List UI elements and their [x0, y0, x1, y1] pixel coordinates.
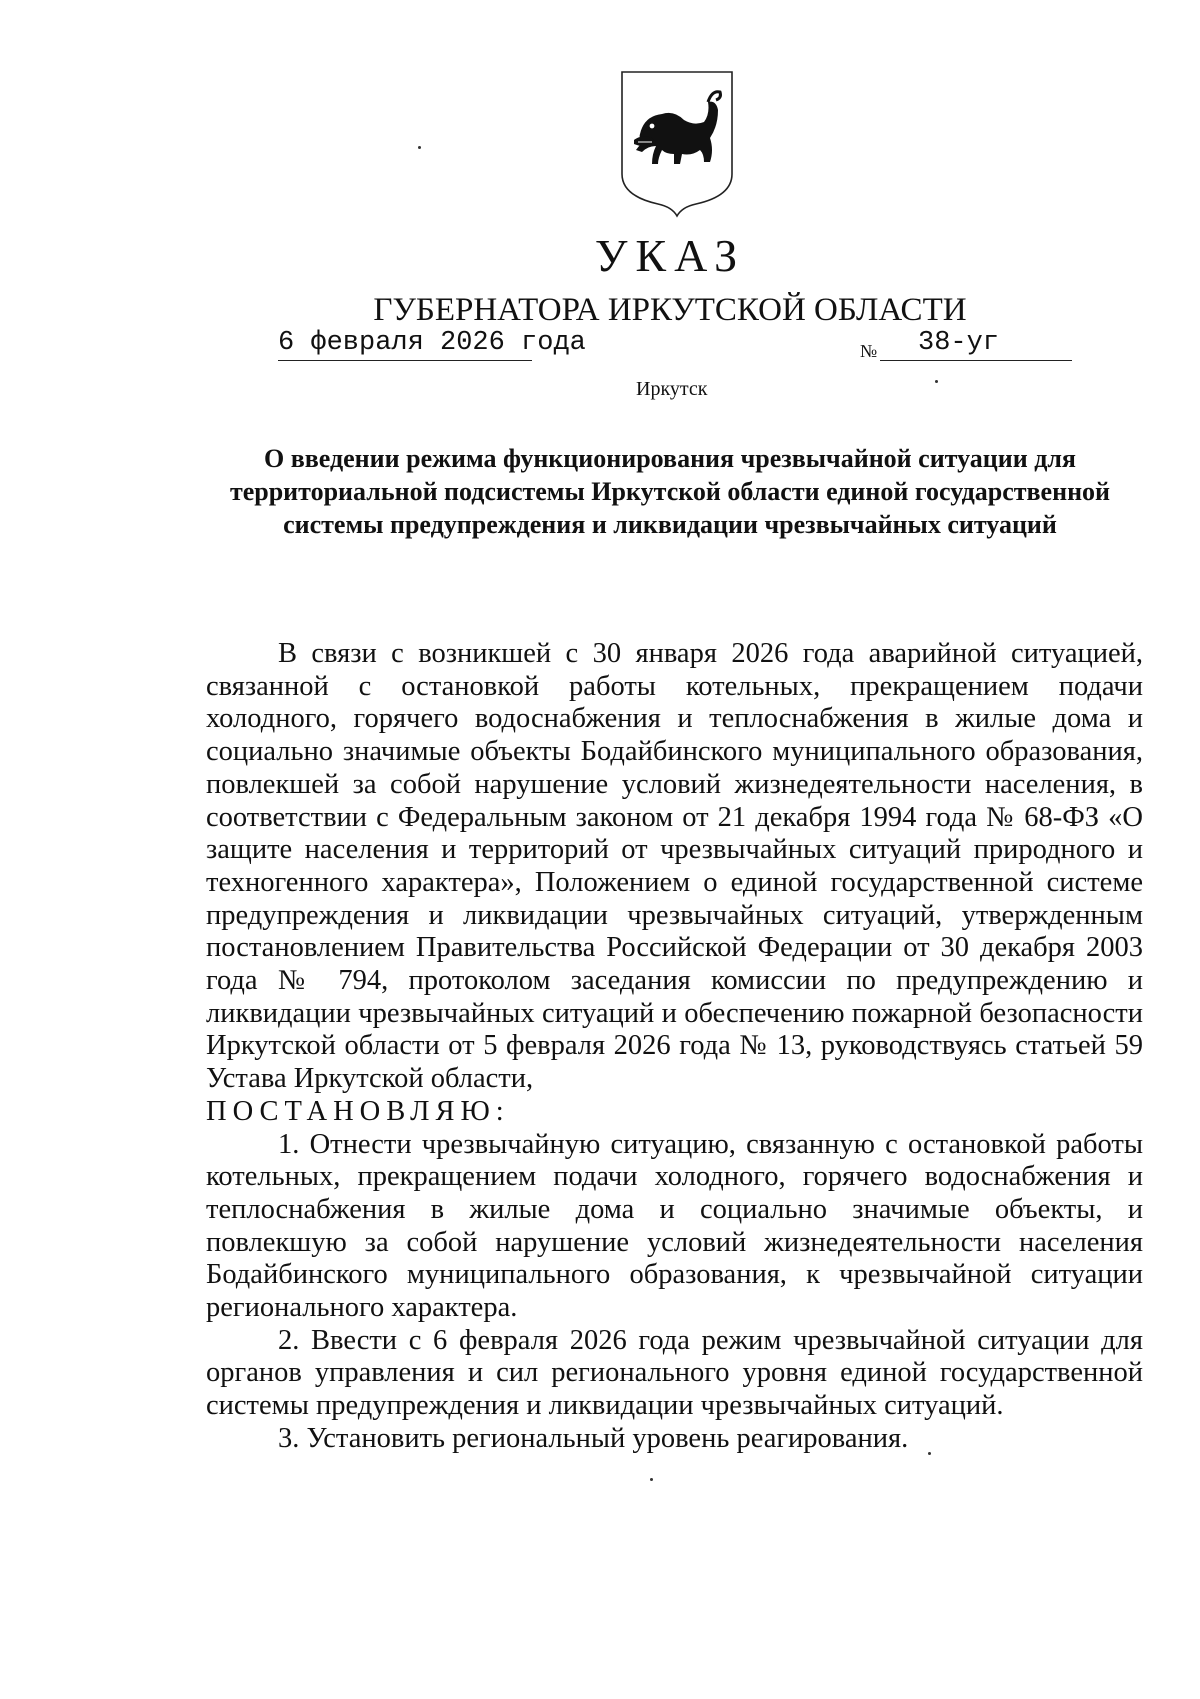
coat-of-arms-icon — [618, 70, 736, 218]
document-city: Иркутск — [636, 378, 708, 400]
document-heading: О введении режима функционирования чрезвычайной ситуации для территориальной подсистемы Иркутской области единой государственной системы предупреждения и ликвидации чрезвычайных ситуаций — [229, 444, 1111, 539]
decree-item: 2. Ввести с 6 февраля 2026 года режим чрезвычайной ситуации для органов управления и сил регионального уровня единой государственной системы предупреждения и ликвидации чрезвычайных ситуаций. — [206, 1324, 1143, 1422]
scan-speck — [928, 1452, 931, 1455]
scan-speck — [418, 146, 421, 149]
document-subtitle: ГУБЕРНАТОРА ИРКУТСКОЙ ОБЛАСТИ — [373, 292, 967, 328]
document-number-label: № — [860, 341, 878, 361]
decree-item: 1. Отнести чрезвычайную ситуацию, связанную с остановкой работы котельных, прекращением подачи холодного, горячего водоснабжения и теплоснабжения в жилые дома и социально значимые объекты, и повлекшую за собой нарушение условий жизнедеятельности населения Бодайбинского муниципального образования, к чрезвычайной ситуации регионального характера. — [206, 1128, 1143, 1324]
scan-speck — [650, 1478, 653, 1481]
document-number: 38-уг — [880, 326, 1072, 361]
document-body — [206, 638, 1143, 1456]
document-title: УКАЗ — [594, 230, 746, 281]
document-date: 6 февраля 2026 года — [278, 326, 532, 361]
scan-speck — [935, 380, 938, 383]
decree-item: 3. Установить региональный уровень реагирования. — [278, 1422, 909, 1454]
decree-word: ПОСТАНОВЛЯЮ: — [206, 1095, 510, 1127]
preamble-paragraph: В связи с возникшей с 30 января 2026 года аварийной ситуацией, связанной с остановкой работы котельных, прекращением подачи холодного, горячего водоснабжения и теплоснабжения в жилые дома и социально значимые объекты Бодайбинского муниципального образования, повлекшей за собой нарушение условий жизнедеятельности населения, в соответствии с Федеральным законом от 21 декабря 1994 года № 68-ФЗ «О защите населения и территорий от чрезвычайных ситуаций природного и техногенного характера», Положением о единой государственной системе предупреждения и ликвидации чрезвычайных ситуаций, утвержденным постановлением Правительства Российской Федерации от 30 декабря 2003 года № 794, протоколом заседания комиссии по предупреждению и ликвидации чрезвычайных ситуаций и обеспечению пожарной безопасности Иркутской области от 5 февраля 2026 года № 13, руководствуясь статьей 59 Устава Иркутской области, — [206, 638, 1143, 1095]
